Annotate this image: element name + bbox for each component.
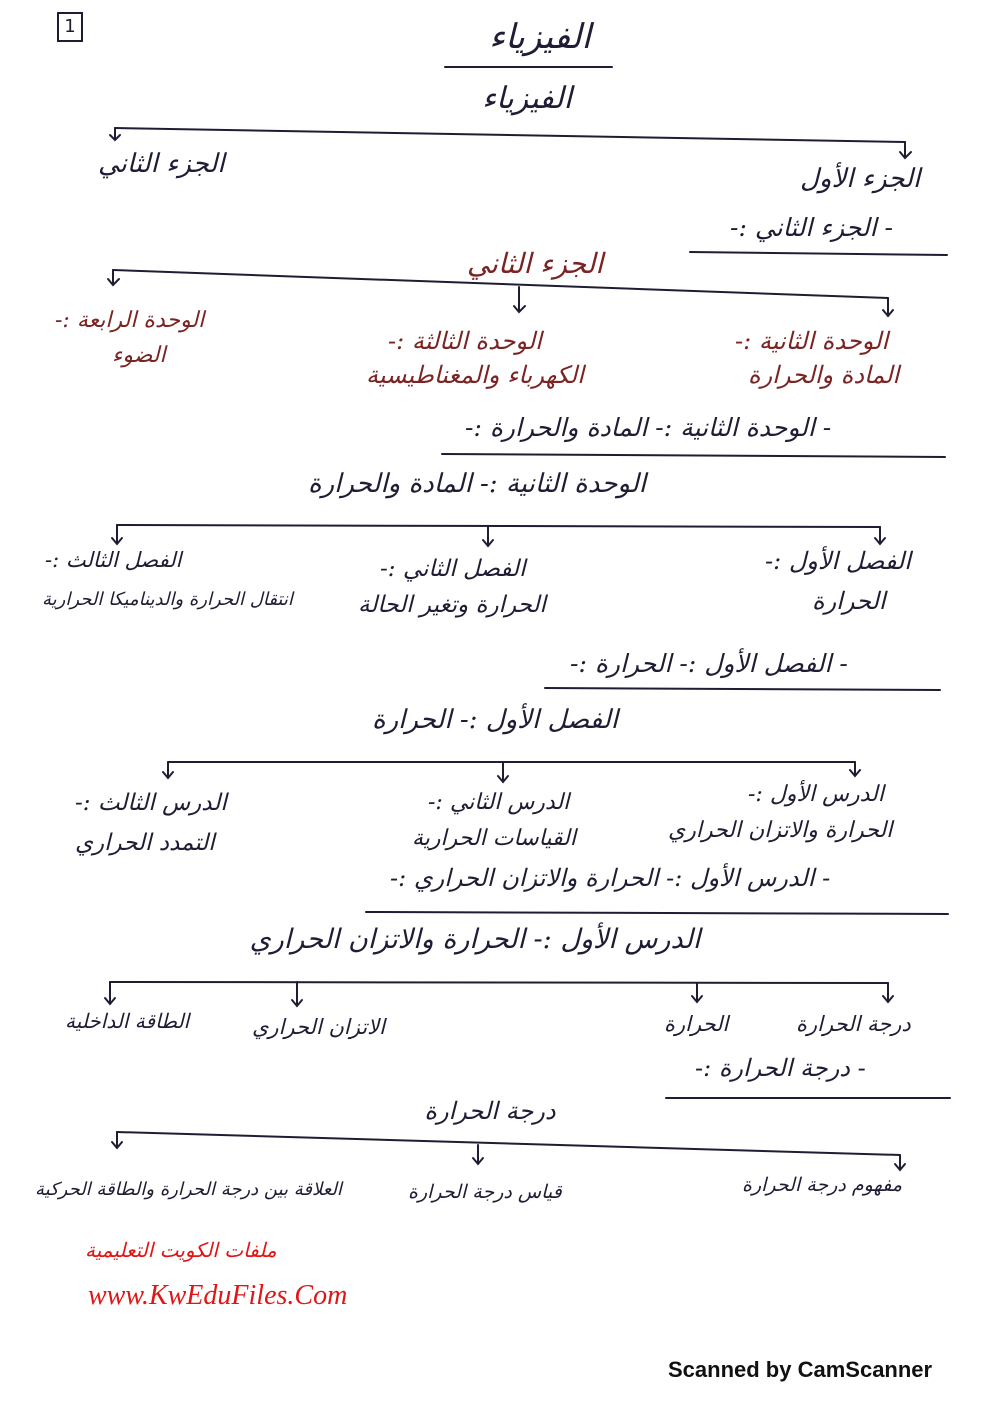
tree2-left-line2: الضوء (112, 343, 166, 368)
heading2: - الوحدة الثانية :- المادة والحرارة :- (465, 413, 832, 442)
tree2-mid-line2: الكهرباء والمغناطيسية (366, 361, 584, 389)
tree2-left-line1: الوحدة الرابعة :- (55, 308, 205, 333)
tree4-left-line2: التمدد الحراري (75, 830, 215, 856)
tree5-arrow-1 (105, 982, 115, 1004)
tree5-arrow-4 (883, 983, 893, 1002)
tree3-mid-arrow (483, 526, 493, 546)
tree1-bar (115, 128, 905, 142)
tree3-mid-line1: الفصل الثاني :- (380, 556, 526, 582)
tree3-root: الوحدة الثانية :- المادة والحرارة (308, 469, 646, 499)
tree5-branch-1: الطاقة الداخلية (65, 1009, 190, 1033)
heading3-underline (545, 688, 940, 690)
heading4-underline (366, 912, 948, 914)
tree5-branch-4: درجة الحرارة (796, 1012, 911, 1036)
tree2-right-line1: الوحدة الثانية :- (735, 327, 889, 355)
tree4-mid-line1: الدرس الثاني :- (428, 790, 570, 815)
tree1-left-arrow (110, 128, 120, 140)
tree6-mid: قياس درجة الحرارة (408, 1181, 562, 1203)
tree1-root: الفيزياء (482, 81, 572, 116)
tree5-bar (110, 982, 888, 983)
tree6-left: العلاقة بين درجة الحرارة والطاقة الحركية (35, 1179, 342, 1200)
tree2-right-line2: المادة والحرارة (748, 361, 900, 389)
tree2-right-arrow (883, 298, 893, 316)
tree1-right-arrow (900, 142, 911, 158)
tree6-mid-arrow (473, 1145, 483, 1164)
tree3-left-arrow (112, 525, 122, 544)
tree2-left-arrow (108, 270, 119, 285)
tree5-branch-2: الاتزان الحراري (252, 1015, 385, 1039)
tree4-mid-line2: القياسات الحرارية (412, 826, 576, 851)
tree4-mid-arrow (498, 762, 508, 782)
tree2-mid-line1: الوحدة الثالثة :- (388, 327, 542, 355)
heading1: - الجزء الثاني :- (730, 213, 893, 242)
tree5-root: الدرس الأول :- الحرارة والاتزان الحراري (249, 924, 701, 955)
tree6-right-arrow (895, 1155, 905, 1170)
page-title: الفيزياء (489, 17, 591, 57)
tree2-mid-arrow (514, 287, 525, 312)
heading4: - الدرس الأول :- الحرارة والاتزان الحراري :- (390, 864, 831, 892)
tree6-root: درجة الحرارة (424, 1097, 556, 1125)
tree4-right-line1: الدرس الأول :- (748, 782, 884, 807)
tree3-bar (117, 525, 880, 527)
tree4-left-arrow (163, 762, 173, 778)
tree5-arrow-2 (292, 982, 302, 1006)
heading5: - درجة الحرارة :- (695, 1054, 866, 1082)
tree5-arrow-3 (692, 983, 702, 1002)
heading2-underline (442, 454, 945, 457)
tree5-branch-3: الحرارة (664, 1012, 729, 1036)
tree2-root: الجزء الثاني (466, 247, 604, 280)
tree6-bar (117, 1132, 900, 1155)
tree3-mid-line2: الحرارة وتغير الحالة (358, 592, 546, 618)
tree4-root: الفصل الأول :- الحرارة (371, 705, 619, 735)
heading1-underline (690, 252, 947, 255)
tree6-left-arrow (112, 1132, 122, 1148)
tree3-left-line2: انتقال الحرارة والديناميكا الحرارية (42, 589, 293, 610)
tree6-right: مفهوم درجة الحرارة (742, 1174, 902, 1196)
scanner-footer: Scanned by CamScanner (668, 1357, 933, 1382)
heading3: - الفصل الأول :- الحرارة :- (570, 649, 848, 678)
tree3-right-arrow (875, 527, 885, 544)
tree3-right-line1: الفصل الأول :- (765, 547, 911, 575)
tree1-left: الجزء الثاني (98, 149, 225, 179)
tree3-right-line2: الحرارة (812, 587, 886, 615)
tree1-right: الجزء الأول (800, 164, 921, 194)
tree4-left-line1: الدرس الثالث :- (75, 790, 227, 816)
tree3-left-line1: الفصل الثالث :- (45, 548, 182, 572)
watermark-url: www.KwEduFiles.Com (88, 1280, 348, 1311)
tree4-right-line2: الحرارة والاتزان الحراري (668, 818, 893, 843)
watermark-arabic: ملفات الكويت التعليمية (85, 1238, 277, 1262)
tree4-right-arrow (850, 762, 860, 776)
page-number: 1 (57, 12, 83, 42)
